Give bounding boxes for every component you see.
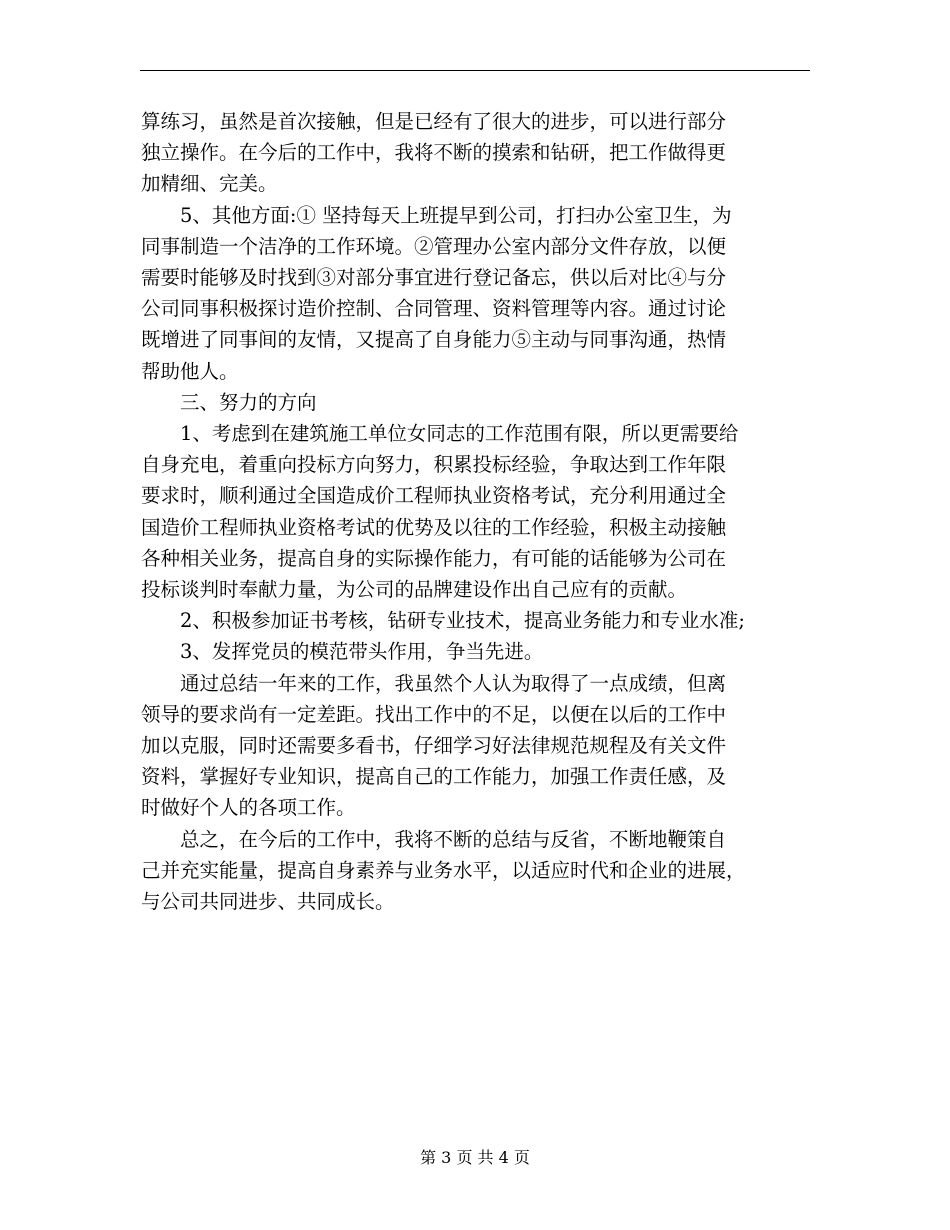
paragraph	[141, 824, 811, 918]
paragraph	[141, 200, 811, 387]
text-line: 同事制造一个洁净的工作环境。②管理办公室内部分文件存放，以便	[141, 234, 727, 258]
text-line: 自身充电，着重向投标方向努力，积累投标经验，争取达到工作年限	[141, 453, 727, 477]
header-rule	[140, 70, 810, 71]
text-line: 独立操作。在今后的工作中，我将不断的摸索和钻研，把工作做得更	[141, 141, 727, 165]
section-heading	[141, 387, 811, 418]
text-line: 时做好个人的各项工作。	[141, 796, 356, 820]
text-line: 公司同事积极探讨造价控制、合同管理、资料管理等内容。通过讨论	[141, 297, 727, 321]
paragraph	[141, 636, 811, 667]
text-line: 资料，掌握好专业知识，提高自己的工作能力，加强工作责任感，及	[141, 765, 727, 789]
text-line: 2、积极参加证书考核，钻研专业技术，提高业务能力和专业水准;	[180, 609, 745, 633]
text-line: 国造价工程师执业资格考试的优势及以往的工作经验，积极主动接触	[141, 515, 727, 539]
paragraph	[141, 605, 811, 636]
document-body	[141, 106, 811, 917]
text-line: 加精细、完美。	[141, 172, 278, 196]
paragraph	[141, 106, 811, 200]
text-line: 要求时，顺利通过全国造成价工程师执业资格考试，充分利用通过全	[141, 484, 727, 508]
text-line: 5、其他方面:① 坚持每天上班提早到公司，打扫办公室卫生，为	[180, 203, 732, 227]
page-footer: 第 3 页 共 4 页	[420, 1148, 530, 1167]
text-line: 算练习，虽然是首次接触，但是已经有了很大的进步，可以进行部分	[141, 110, 727, 133]
text-line: 1、考虑到在建筑施工单位女同志的工作范围有限，所以更需要给	[180, 422, 739, 446]
text-line: 总之，在今后的工作中，我将不断的总结与反省，不断地鞭策自	[180, 827, 727, 851]
text-line: 通过总结一年来的工作，我虽然个人认为取得了一点成绩，但离	[180, 671, 727, 695]
text-line: 己并充实能量，提高自身素养与业务水平，以适应时代和企业的进展，	[141, 858, 746, 882]
paragraph	[141, 668, 811, 824]
paragraph	[141, 418, 811, 605]
text-line: 各种相关业务，提高自身的实际操作能力，有可能的话能够为公司在	[141, 546, 727, 570]
text-line: 与公司共同进步、共同成长。	[141, 890, 395, 914]
text-line: 3、发挥党员的模范带头作用，争当先进。	[180, 640, 544, 664]
text-line: 既增进了同事间的友情，又提高了自身能力⑤主动与同事沟通，热情	[141, 328, 727, 352]
text-line: 三、努力的方向	[180, 390, 317, 414]
text-line: 需要时能够及时找到③对部分事宜进行登记备忘，供以后对比④与分	[141, 266, 727, 290]
text-line: 帮助他人。	[141, 359, 239, 383]
text-line: 投标谈判时奉献力量，为公司的品牌建设作出自己应有的贡献。	[141, 578, 688, 602]
text-line: 领导的要求尚有一定差距。找出工作中的不足，以便在以后的工作中	[141, 702, 727, 726]
text-line: 加以克服，同时还需要多看书，仔细学习好法律规范规程及有关文件	[141, 734, 727, 758]
